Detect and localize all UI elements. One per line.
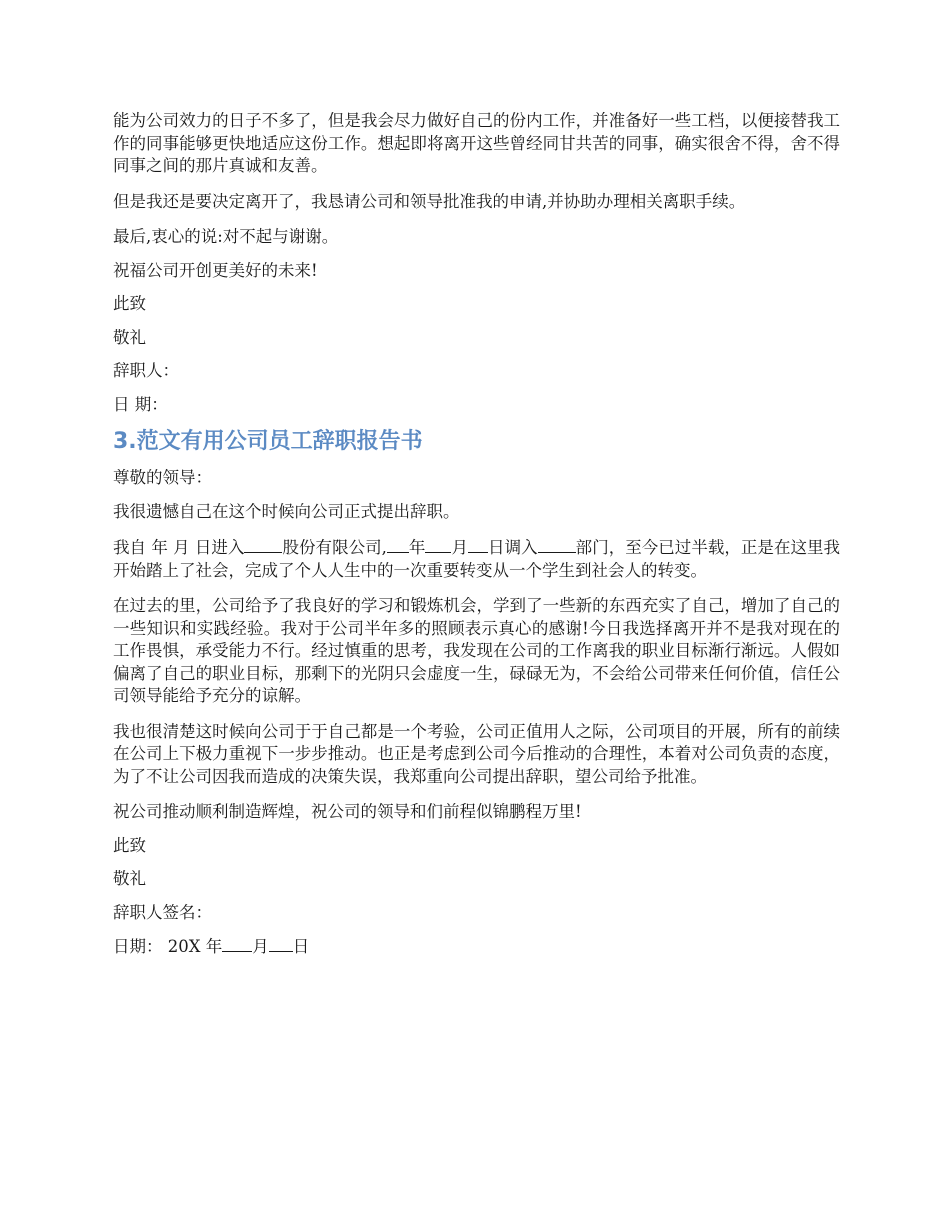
document-page <box>113 110 840 972</box>
text-segment: 月 <box>451 538 469 557</box>
text-segment: 我自 年 月 日进入 <box>113 538 245 557</box>
paragraph-request-approval: 但是我还是要决定离开了，我恳请公司和领导批准我的申请,并协助办理相关离职手续。 <box>113 191 746 211</box>
blank-month <box>425 536 451 553</box>
blank-date-month <box>222 935 252 952</box>
paragraph-work-handover: 能为公司效力的日子不多了，但是我会尽力做好自己的份内工作，并准备好一些工档，以便接替我工作的同事能够更快地适应这份工作。想起即将离开这些曾经同甘共苦的同事，确实很舍不得，舍不得同事之间的那片真诚和友善。 <box>113 111 840 175</box>
blank-department <box>538 536 576 553</box>
salutation: 尊敬的领导： <box>113 468 212 487</box>
paragraph-gratitude-reason: 在过去的里，公司给予了我良好的学习和锻炼机会，学到了一些新的东西充实了自己，增加了自己的一些知识和实践经验。我对于公司半年多的照顾表示真心的感谢!今日我选择离开并不是我对现在的工作畏惧，承受能力不行。经过慎重的思考，我发现在公司的工作离我的职业目标渐行渐远。人假如偏离了自己的职业目标，那剩下的光阴只会虚度一生，碌碌无为，不会给公司带来任何价值，信任公司领导能给予充分的谅解。 <box>113 596 840 705</box>
paragraph-consideration: 我也很清楚这时候向公司于于自己都是一个考验，公司正值用人之际，公司项目的开展，所有的前续在公司上下极力重视下一步步推动。也正是考虑到公司今后推动的合理性，本着对公司负责的态度，为了不让公司因我而造成的决策失误，我郑重向公司提出辞职，望公司给予批准。 <box>113 721 840 786</box>
paragraph-thanks: 最后,衷心的说:对不起与谢谢。 <box>113 227 339 246</box>
text-segment: 年 <box>408 538 426 557</box>
blank-day <box>468 536 488 553</box>
text-segment: 股份有限公司, <box>282 538 387 557</box>
date-label: 日 期： <box>113 394 168 414</box>
paragraph-resignation-intro: 我很遗憾自己在这个时候向公司正式提出辞职。 <box>113 501 460 521</box>
section-heading: 3.范文有用公司员工辞职报告书 <box>113 429 423 454</box>
signer-label: 辞职人： <box>113 361 179 380</box>
text-segment: 部门，至今已过半载，正是在这里我开始踏上了社会，完成了个人人生中的一次重要转变从一个学生到社会人的转变。 <box>113 538 841 580</box>
closing-jingli: 敬礼 <box>113 327 146 347</box>
text-segment: 日调入 <box>488 538 538 557</box>
closing-cizhi: 此致 <box>113 294 146 313</box>
closing-cizhi: 此致 <box>113 835 146 855</box>
text-segment: 日 <box>292 937 310 956</box>
blank-year <box>387 536 409 553</box>
blank-date-day <box>269 935 293 952</box>
text-segment: 日期： 20X 年 <box>113 937 223 956</box>
paragraph-wishes: 祝福公司开创更美好的未来! <box>113 260 318 280</box>
date-line <box>113 935 840 959</box>
blank-company <box>244 536 282 553</box>
signer-signature-label: 辞职人签名： <box>113 902 212 922</box>
paragraph-wishes: 祝公司推动顺利制造辉煌，祝公司的领导和们前程似锦鹏程万里! <box>113 802 582 821</box>
text-segment: 月 <box>252 937 269 956</box>
closing-jingli: 敬礼 <box>113 869 146 888</box>
paragraph-employment-history <box>113 536 840 582</box>
